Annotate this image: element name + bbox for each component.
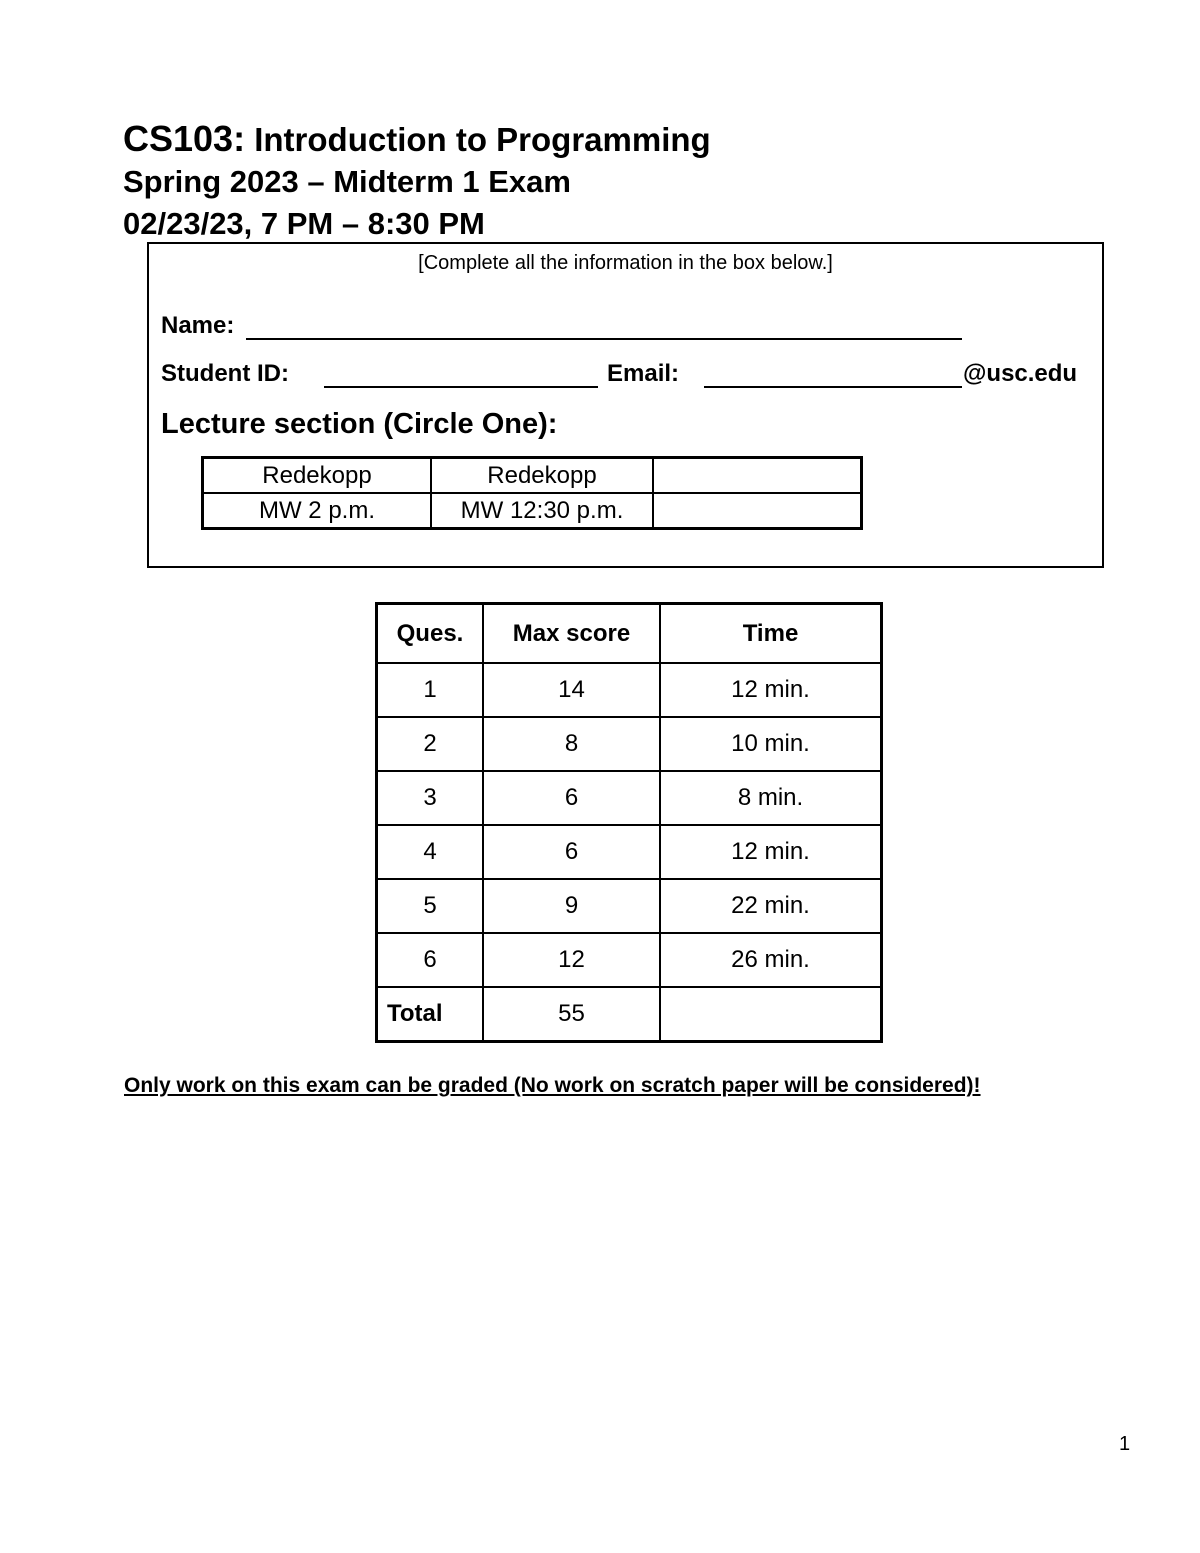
question-number: 2 — [377, 717, 484, 771]
exam-header — [123, 118, 711, 245]
header-time: Time — [660, 604, 882, 664]
max-score: 6 — [483, 771, 660, 825]
course-code: CS103: — [123, 118, 246, 159]
question-number: 6 — [377, 933, 484, 987]
score-table-header — [377, 604, 882, 664]
table-row — [377, 879, 882, 933]
section-option-1-time[interactable]: MW 2 p.m. — [203, 493, 432, 529]
time-allotted: 22 min. — [660, 879, 882, 933]
section-option-2-instructor[interactable]: Redekopp — [431, 458, 653, 494]
email-field[interactable] — [704, 386, 962, 388]
section-option-2-time[interactable]: MW 12:30 p.m. — [431, 493, 653, 529]
question-number: 4 — [377, 825, 484, 879]
lecture-section-label: Lecture section (Circle One): — [161, 408, 558, 440]
student-id-field[interactable] — [324, 386, 598, 388]
max-score: 6 — [483, 825, 660, 879]
student-info-box — [147, 242, 1104, 568]
email-label: Email: — [607, 360, 680, 387]
table-row — [377, 825, 882, 879]
header-question: Ques. — [377, 604, 484, 664]
email-domain: @usc.edu — [963, 360, 1078, 387]
time-allotted: 26 min. — [660, 933, 882, 987]
exam-title: Spring 2023 – Midterm 1 Exam — [123, 164, 571, 199]
time-allotted: 8 min. — [660, 771, 882, 825]
table-row — [377, 663, 882, 717]
section-option-3-instructor[interactable] — [653, 458, 862, 494]
section-option-1-instructor[interactable]: Redekopp — [203, 458, 432, 494]
section-time-row — [203, 493, 862, 529]
table-row — [377, 933, 882, 987]
name-field[interactable] — [246, 338, 962, 340]
section-instructor-row — [203, 458, 862, 494]
name-label: Name: — [161, 312, 235, 339]
score-table — [375, 602, 883, 1043]
total-time — [660, 987, 882, 1042]
time-allotted: 10 min. — [660, 717, 882, 771]
question-number: 5 — [377, 879, 484, 933]
section-option-3-time[interactable] — [653, 493, 862, 529]
total-label: Total — [377, 987, 484, 1042]
lecture-section-table — [201, 456, 863, 530]
total-score: 55 — [483, 987, 660, 1042]
max-score: 8 — [483, 717, 660, 771]
page-number: 1 — [1119, 1433, 1131, 1455]
max-score: 12 — [483, 933, 660, 987]
course-title: Introduction to Programming — [245, 121, 711, 158]
course-heading — [123, 118, 711, 161]
max-score: 14 — [483, 663, 660, 717]
info-instructions: [Complete all the information in the box below.] — [418, 252, 833, 274]
student-id-label: Student ID: — [161, 360, 289, 387]
max-score: 9 — [483, 879, 660, 933]
total-row — [377, 987, 882, 1042]
exam-datetime: 02/23/23, 7 PM – 8:30 PM — [123, 206, 485, 241]
question-number: 3 — [377, 771, 484, 825]
grading-notice: Only work on this exam can be graded (No work on scratch paper will be considered)! — [124, 1074, 981, 1097]
time-allotted: 12 min. — [660, 663, 882, 717]
table-row — [377, 717, 882, 771]
header-max-score: Max score — [483, 604, 660, 664]
question-number: 1 — [377, 663, 484, 717]
time-allotted: 12 min. — [660, 825, 882, 879]
table-row — [377, 771, 882, 825]
